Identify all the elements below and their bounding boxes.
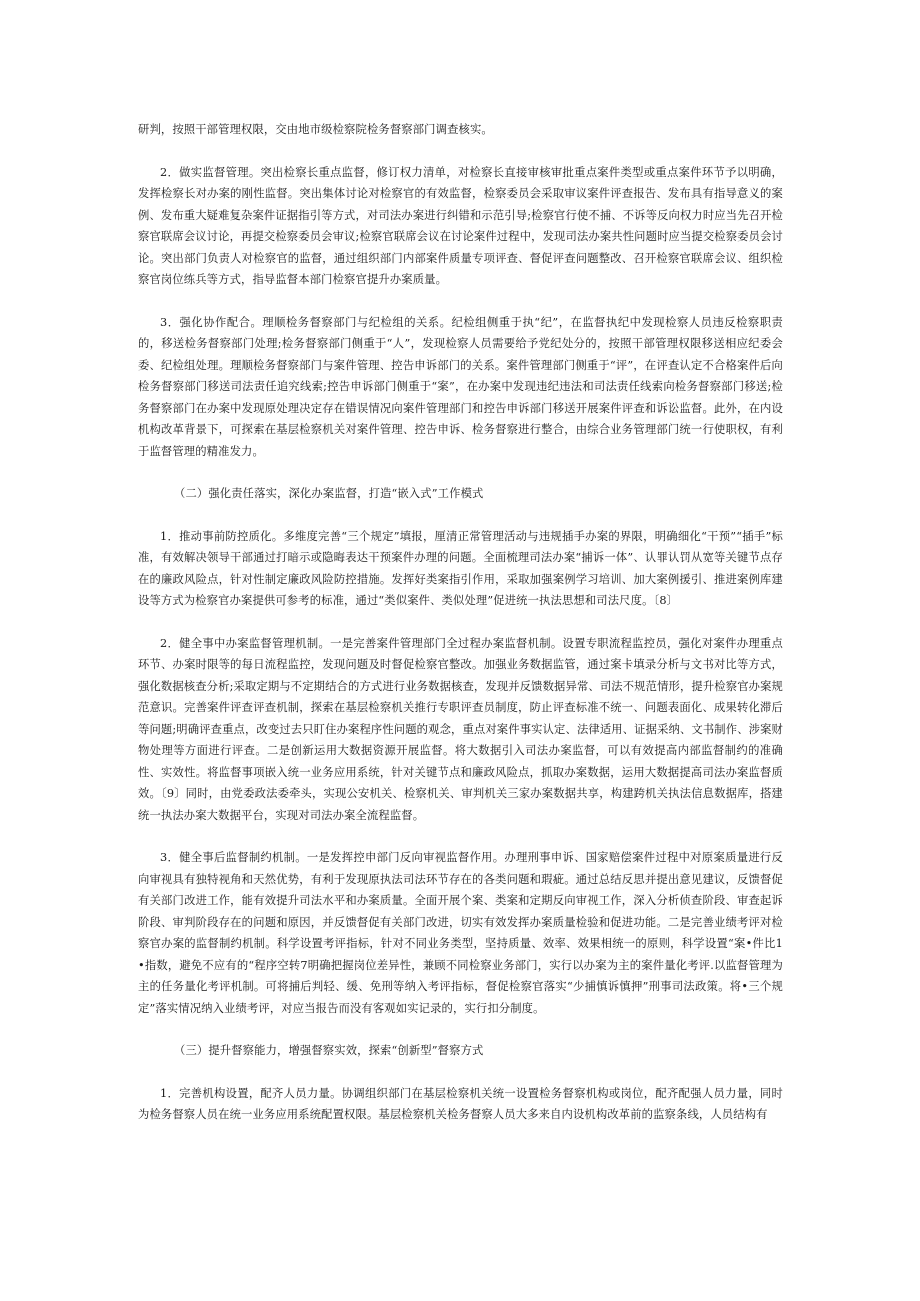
section-heading-2: （二）强化责任落实，深化办案监督，打造“嵌入式”工作模式 — [174, 487, 484, 500]
paragraph-prevention: 1．推动事前防控质化。多维度完善“三个规定”填报，厘清正常管理活动与违规插手办案的界限，明确细化“干预”“插手”标准，有效解决领导干部通过打暗示或隐晦表达干预案件办理的问题。全面梳理司法办案“捕诉一体”、认罪认罚从宽等关键节点存在的廉政风险点，针对性制定廉政风险防控措施。发挥好类案指引作用，采取加强案例学习培训、加大案例援引、推进案例库建设等方式为检察官办案提供可参考的标准，通过“类似案件、类似处理”促进统一执法思想和司法尺度。〔8〕 — [138, 529, 783, 607]
paragraph-continuation: 研判，按照干部管理权限，交由地市级检察院检务督察部门调查核实。 — [138, 123, 493, 136]
document-body — [138, 119, 783, 1126]
paragraph-institution-setup: 1．完善机构设置，配齐人员力量。协调组织部门在基层检察机关统一设置检务督察机构或岗位，配齐配强人员力量，同时为检务督察人员在统一业务应用系统配置权限。基层检察机关检务督察人员大多来自内设机构改革前的监察条线，人员结构有 — [138, 1086, 783, 1121]
paragraph-in-process-supervision: 2．健全事中办案监督管理机制。一是完善案件管理部门全过程办案监督机制。设置专职流程监控员，强化对案件办理重点环节、办案时限等的每日流程监控，发现问题及时督促检察官整改。加强业务数据监管，通过案卡填录分析与文书对比等方式，强化数据核查分析;采取定期与不定期结合的方式进行业务数据核查，发现并反馈数据异常、司法不规范情形，提升检察官办案规范意识。完善案件评查评查机制，探索在基层检察机关推行专职评查员制度，防止评查标准不统一、问题表面化、成果转化滞后等问题;明确评查重点，改变过去只盯住办案程序性问题的观念，重点对案件事实认定、法律适用、证据采纳、文书制作、涉案财物处理等方面进行评查。二是创新运用大数据资源开展监督。将大数据引入司法办案监督，可以有效提高内部监督制约的准确性、实效性。将监督事项嵌入统一业务应用系统，针对关键节点和廉政风险点，抓取办案数据，运用大数据提高司法办案监督质效。〔9〕同时，由党委政法委牵头，实现公安机关、检察机关、审判机关三家办案数据共享，构建跨机关执法信息数据库，搭建统一执法办案大数据平台，实现对司法办案全流程监督。 — [138, 636, 783, 822]
paragraph-coordination: 3．强化协作配合。理顺检务督察部门与纪检组的关系。纪检组侧重于执“纪”，在监督执纪中发现检察人员违反检察职责的，移送检务督察部门处理;检务督察部门侧重于“人”，发现检察人员需要给予党纪处分的，按照干部管理权限移送相应纪委会委、纪检组处理。理顺检务督察部门与案件管理、控告申诉部门的关系。案件管理部门侧重于“评”，在评查认定不合格案件后向检务督察部门移送司法责任追究线索;控告申诉部门侧重于“案”，在办案中发现违纪违法和司法责任线索向检务督察部门移送;检务督察部门在办案中发现原处理决定存在错误情况向案件管理部门和控告申诉部门移送开展案件评查和诉讼监督。此外，在内设机构改革背景下，可探索在基层检察机关对案件管理、控告申诉、检务督察进行整合，由综合业务管理部门统一行使职权，有利于监督管理的精准发力。 — [138, 315, 783, 458]
paragraph-post-supervision: 3．健全事后监督制约机制。一是发挥控申部门反向审视监督作用。办理刑事申诉、国家赔偿案件过程中对原案质量进行反向审视具有独特视角和天然优势，有利于发现原执法司法环节存在的各类问题和瑕疵。通过总结反思并提出意见建议，反馈督促有关部门改进工作，能有效提升司法水平和办案质量。全面开展个案、类案和定期反向审视工作，深入分析侦查阶段、审查起诉阶段、审判阶段存在的问题和原因，并反馈督促有关部门改进，切实有效发挥办案质量检验和促进功能。二是完善业绩考评对检察官办案的监督制约机制。科学设置考评指标，针对不同业务类型，坚持质量、效率、效果相统一的原则，科学设置“案•件比1•指数，避免不应有的“程序空转7明确把握岗位差异性，兼顾不同检察业务部门，实行以办案为主的案件量化考评.以监督管理为主的任务量化考评机制。可将捕后判轻、缓、免刑等纳入考评指标，督促检察官落实“少捕慎诉慎押”刑事司法政策。将•三个规定”落实情况纳入业绩考评，对应当报告而没有客观如实记录的，实行扣分制度。 — [138, 851, 783, 1015]
section-heading-3: （三）提升督察能力，增强督察实效，探索“创新型”督察方式 — [174, 1044, 484, 1057]
paragraph-oversight-management: 2．做实监督管理。突出检察长重点监督，修订权力清单，对检察长直接审核审批重点案件类型或重点案件环节予以明确，发挥检察长对办案的刚性监督。突出集体讨论对检察官的有效监督，检察委员会采取审议案件评查报告、发布具有指导意义的案例、发布重大疑难复杂案件证据指引等方式，对司法办案进行纠错和示范引导;检察官行使不捕、不诉等反向权力时应当先召开检察官联席会议讨论，再提交检察委员会审议;检察官联席会议在讨论案件过程中，发现司法办案共性问题时应当提交检察委员会讨论。突出部门负责人对检察官的监督，通过组织部门内部案件质量专项评查、督促评查问题整改、召开检察官联席会议、组织检察官岗位练兵等方式，指导监督本部门检察官提升办案质量。 — [138, 165, 783, 286]
